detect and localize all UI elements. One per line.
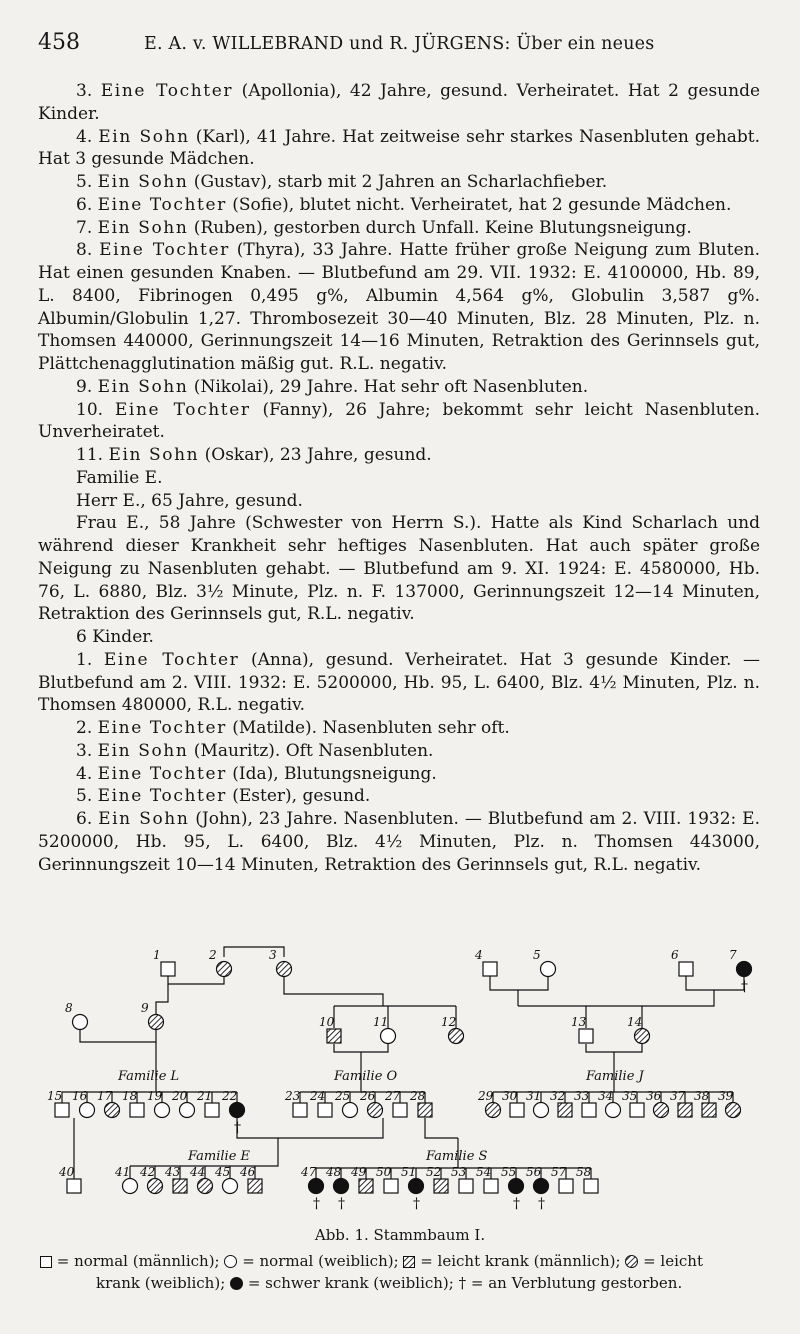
normal-female-symbol bbox=[224, 1255, 237, 1268]
pedigree-line bbox=[255, 1152, 278, 1166]
female-symbol bbox=[230, 1103, 245, 1118]
paragraph bbox=[38, 785, 760, 808]
female-symbol bbox=[217, 962, 232, 977]
male-symbol bbox=[679, 962, 693, 976]
male-symbol bbox=[67, 1179, 81, 1193]
female-symbol bbox=[105, 1103, 120, 1118]
pedigree-line bbox=[425, 1118, 458, 1138]
individual-number: 40 bbox=[59, 1165, 75, 1179]
individual-number: 55 bbox=[501, 1165, 517, 1179]
female-symbol bbox=[180, 1103, 195, 1118]
legend-normal-female: = normal (weiblich); bbox=[242, 1252, 399, 1270]
paragraph bbox=[38, 649, 760, 717]
paragraph-spaced: Eine Tochter bbox=[97, 194, 227, 215]
dagger-symbol: † bbox=[338, 1196, 345, 1212]
male-symbol bbox=[630, 1103, 644, 1117]
family-label: Familie L bbox=[118, 1069, 180, 1084]
female-symbol bbox=[509, 1179, 524, 1194]
paragraph-rest: Frau E., 58 Jahre (Schwester von Herrn S.). Hatte als Kind Scharlach und während dieser Krankheit sehr heftiges Nasenbluten. Hat auch später große Neigung zu Nasenbluten gehabt. — Blutbefund am 9. XI. 1924: E. 4580000, Hb. 76, L. 6880, Blz. 3½ Minute, Plz. n. F. 137000, Gerinnungszeit 12—14 Minuten, Retraktion des Gerinnsels gut, R.L. negativ. bbox=[38, 513, 760, 625]
individual-number: 36 bbox=[646, 1089, 662, 1103]
male-symbol bbox=[558, 1103, 572, 1117]
male-symbol bbox=[248, 1179, 262, 1193]
individual-number: 29 bbox=[478, 1089, 494, 1103]
female-symbol bbox=[726, 1103, 741, 1118]
female-symbol bbox=[223, 1179, 238, 1194]
pedigree-line bbox=[284, 976, 383, 1006]
female-symbol bbox=[534, 1179, 549, 1194]
paragraph-lead: 3. bbox=[76, 81, 101, 101]
individual-number: 33 bbox=[574, 1089, 590, 1103]
paragraph-spaced: Ein Sohn bbox=[98, 126, 190, 147]
individual-number: 28 bbox=[410, 1089, 426, 1103]
individual-number: 22 bbox=[222, 1089, 238, 1103]
female-symbol bbox=[541, 962, 556, 977]
individual-number: 30 bbox=[502, 1089, 518, 1103]
paragraph bbox=[38, 376, 760, 399]
male-symbol bbox=[510, 1103, 524, 1117]
pedigree-line bbox=[168, 976, 224, 984]
dagger-symbol: † bbox=[234, 1120, 241, 1136]
family-label: Familie J bbox=[586, 1069, 644, 1084]
paragraph-spaced: Eine Tochter bbox=[97, 786, 227, 807]
figure-caption: Abb. 1. Stammbaum I. bbox=[314, 1226, 486, 1244]
paragraph-lead: 10. bbox=[76, 399, 115, 420]
pedigree-line bbox=[586, 1044, 642, 1052]
family-label: Familie E bbox=[188, 1149, 251, 1164]
individual-number: 49 bbox=[351, 1165, 367, 1179]
paragraph-spaced: Eine Tochter bbox=[103, 649, 240, 670]
individual-number: 8 bbox=[65, 1001, 73, 1015]
figure-legend bbox=[40, 1250, 768, 1294]
male-symbol bbox=[483, 962, 497, 976]
individual-number: 50 bbox=[376, 1165, 392, 1179]
individual-number: 54 bbox=[476, 1165, 492, 1179]
individual-number: 39 bbox=[718, 1089, 734, 1103]
paragraph-spaced: Ein Sohn bbox=[97, 172, 189, 192]
individual-number: 5 bbox=[533, 948, 541, 962]
individual-number: 58 bbox=[576, 1165, 592, 1179]
individual-number: 17 bbox=[97, 1089, 113, 1103]
paragraph bbox=[38, 217, 760, 240]
dagger-symbol: † bbox=[313, 1196, 320, 1212]
paragraph-spaced: Ein Sohn bbox=[97, 376, 189, 397]
paragraph-rest: (Sofie), blutet nicht. Verheiratet, hat 2 gesunde Mädchen. bbox=[226, 194, 732, 215]
paragraph bbox=[38, 808, 760, 876]
male-symbol bbox=[459, 1179, 473, 1193]
paragraph-rest: (Karl), 41 Jahre. Hat zeitweise sehr starkes Nasenbluten gehabt. Hat 3 gesunde Mädchen. bbox=[38, 126, 761, 170]
paragraph-lead: 9. bbox=[76, 376, 98, 397]
paragraph bbox=[38, 171, 760, 194]
paragraph-spaced: Eine Tochter bbox=[114, 399, 251, 420]
running-header bbox=[38, 30, 758, 60]
pedigree-line bbox=[334, 1044, 388, 1052]
paragraph bbox=[38, 626, 760, 649]
page-number: 458 bbox=[38, 30, 80, 55]
male-symbol bbox=[434, 1179, 448, 1193]
paragraph-lead: 3. bbox=[76, 740, 98, 761]
individual-number: 10 bbox=[319, 1015, 335, 1029]
legend-severe-female: = schwer krank (weiblich); bbox=[247, 1274, 454, 1292]
male-symbol bbox=[205, 1103, 219, 1117]
female-symbol bbox=[534, 1103, 549, 1118]
individual-number: 2 bbox=[209, 948, 217, 962]
individual-number: 37 bbox=[670, 1089, 686, 1103]
paragraph-lead: 6. bbox=[76, 809, 99, 829]
male-symbol bbox=[393, 1103, 407, 1117]
individual-number: 46 bbox=[240, 1165, 256, 1179]
individual-number: 11 bbox=[373, 1015, 389, 1029]
individual-number: 42 bbox=[140, 1165, 156, 1179]
paragraph-spaced: Ein Sohn bbox=[97, 740, 189, 761]
paragraph-rest: (Oskar), 23 Jahre, gesund. bbox=[199, 445, 432, 465]
family-label: Familie S bbox=[426, 1149, 488, 1164]
paragraph-rest: Familie E. bbox=[76, 467, 163, 488]
paragraph bbox=[38, 512, 760, 626]
individual-number: 27 bbox=[385, 1089, 401, 1103]
individual-number: 44 bbox=[190, 1165, 206, 1179]
female-symbol bbox=[198, 1179, 213, 1194]
female-symbol bbox=[368, 1103, 383, 1118]
individual-number: 47 bbox=[301, 1165, 317, 1179]
paragraph-lead: 5. bbox=[76, 786, 98, 807]
severe-female-symbol bbox=[230, 1277, 243, 1290]
female-symbol bbox=[334, 1179, 349, 1194]
male-symbol bbox=[293, 1103, 307, 1117]
legend-mild-male: = leicht krank (männlich); bbox=[420, 1252, 621, 1270]
male-symbol bbox=[702, 1103, 716, 1117]
normal-male-symbol bbox=[40, 1256, 52, 1268]
individual-number: 19 bbox=[147, 1089, 163, 1103]
paragraph-rest: (Anna), gesund. Verheiratet. Hat 3 gesunde Kinder. — Blutbefund am 2. VIII. 1932: E. 5200000, Hb. 95, L. 6400, Blz. 4½ Minuten, Plz. n. Thomsen 480000, R.L. negativ. bbox=[38, 649, 761, 716]
paragraph-rest: (John), 23 Jahre. Nasenbluten. — Blutbefund am 2. VIII. 1932: E. 5200000, Hb. 95, L. 6400, Blz. 4½ Minuten, Plz. n. Thomsen 443000, Gerinnungszeit 10—14 Minuten, Retraktion des Gerinnsels gut, R.L. negativ. bbox=[38, 809, 760, 875]
individual-number: 21 bbox=[197, 1089, 213, 1103]
legend-mild-female-1: = leicht bbox=[643, 1252, 703, 1270]
female-symbol bbox=[309, 1179, 324, 1194]
paragraph-lead: 11. bbox=[76, 445, 109, 465]
individual-number: 12 bbox=[441, 1015, 457, 1029]
dagger-symbol: † bbox=[538, 1196, 545, 1212]
paragraph-lead: 2. bbox=[76, 718, 98, 738]
individual-number: 6 bbox=[671, 948, 679, 962]
male-symbol bbox=[579, 1029, 593, 1043]
paragraph bbox=[38, 763, 760, 786]
female-symbol bbox=[409, 1179, 424, 1194]
legend-died: = an Verblutung gestorben. bbox=[470, 1274, 683, 1292]
paragraph bbox=[38, 740, 760, 763]
pedigree-line bbox=[80, 1030, 156, 1042]
individual-number: 13 bbox=[571, 1015, 587, 1029]
paragraph-lead: 1. bbox=[76, 649, 104, 670]
paragraph bbox=[38, 80, 760, 126]
male-symbol bbox=[55, 1103, 69, 1117]
paragraph-lead: 5. bbox=[76, 172, 98, 192]
male-symbol bbox=[318, 1103, 332, 1117]
male-symbol bbox=[161, 962, 175, 976]
paragraph-spaced: Eine Tochter bbox=[100, 81, 234, 101]
female-symbol bbox=[635, 1029, 650, 1044]
individual-number: 31 bbox=[526, 1089, 542, 1103]
running-title: E. A. v. WILLEBRAND und R. JÜRGENS: Über ein neues bbox=[144, 34, 655, 54]
legend-line-2 bbox=[40, 1272, 768, 1294]
paragraph-rest: (Ruben), gestorben durch Unfall. Keine Blutungsneigung. bbox=[188, 217, 692, 238]
individual-number: 57 bbox=[551, 1165, 567, 1179]
male-symbol bbox=[418, 1103, 432, 1117]
paragraph bbox=[38, 126, 760, 172]
paragraph-lead: 4. bbox=[76, 126, 99, 147]
paragraph bbox=[38, 444, 760, 467]
individual-number: 3 bbox=[269, 948, 277, 962]
paragraph-lead: 4. bbox=[76, 763, 98, 784]
individual-number: 56 bbox=[526, 1165, 542, 1179]
legend-mild-female-2: krank (weiblich); bbox=[96, 1274, 226, 1292]
individual-number: 32 bbox=[550, 1089, 566, 1103]
paragraph-rest: 6 Kinder. bbox=[76, 627, 154, 647]
female-symbol bbox=[123, 1179, 138, 1194]
individual-number: 4 bbox=[475, 948, 483, 962]
female-symbol bbox=[277, 962, 292, 977]
female-symbol bbox=[148, 1179, 163, 1194]
female-symbol bbox=[654, 1103, 669, 1118]
individual-number: 35 bbox=[622, 1089, 638, 1103]
male-symbol bbox=[678, 1103, 692, 1117]
individual-number: 9 bbox=[141, 1001, 149, 1015]
paragraph-rest: (Matilde). Nasenbluten sehr oft. bbox=[226, 718, 510, 738]
female-symbol bbox=[606, 1103, 621, 1118]
individual-number: 1 bbox=[153, 948, 161, 962]
paragraph bbox=[38, 194, 760, 217]
female-symbol bbox=[149, 1015, 164, 1030]
female-symbol bbox=[155, 1103, 170, 1118]
body-text bbox=[38, 80, 760, 876]
male-symbol bbox=[359, 1179, 373, 1193]
dagger-symbol: † bbox=[458, 1274, 467, 1292]
female-symbol bbox=[80, 1103, 95, 1118]
individual-number: 18 bbox=[122, 1089, 138, 1103]
individual-number: 51 bbox=[401, 1165, 417, 1179]
paragraph-rest: (Nikolai), 29 Jahre. Hat sehr oft Nasenbluten. bbox=[188, 376, 589, 397]
individual-number: 45 bbox=[215, 1165, 231, 1179]
paragraph bbox=[38, 467, 760, 490]
male-symbol bbox=[130, 1103, 144, 1117]
individual-number: 25 bbox=[335, 1089, 351, 1103]
paragraph bbox=[38, 490, 760, 513]
paragraph-lead: 8. bbox=[76, 240, 100, 261]
male-symbol bbox=[173, 1179, 187, 1193]
pedigree-line bbox=[237, 1118, 383, 1138]
female-symbol bbox=[737, 962, 752, 977]
paragraph-rest: (Ida), Blutungsneigung. bbox=[226, 763, 437, 784]
mild-male-symbol bbox=[403, 1256, 415, 1268]
male-symbol bbox=[484, 1179, 498, 1193]
pedigree-line bbox=[686, 976, 744, 990]
individual-number: 7 bbox=[729, 948, 737, 962]
mild-female-symbol bbox=[625, 1255, 638, 1268]
pedigree-line bbox=[156, 984, 168, 1014]
dagger-symbol: † bbox=[741, 979, 748, 995]
paragraph bbox=[38, 717, 760, 740]
individual-number: 24 bbox=[310, 1089, 326, 1103]
paragraph-rest: (Apollonia), 42 Jahre, gesund. Verheiratet. Hat 2 gesunde Kinder. bbox=[38, 81, 761, 124]
male-symbol bbox=[384, 1179, 398, 1193]
individual-number: 43 bbox=[165, 1165, 181, 1179]
individual-number: 41 bbox=[115, 1165, 131, 1179]
individual-number: 15 bbox=[47, 1089, 63, 1103]
individual-number: 14 bbox=[627, 1015, 643, 1029]
paragraph-rest: (Thyra), 33 Jahre. Hatte früher große Neigung zum Bluten. Hat einen gesunden Knaben. — Blutbefund am 29. VII. 1932: E. 4100000, Hb. 89, L. 8400, Fibrinogen 0,495 g%, Albumin 4,564 g%, Globulin 3,587 g%. Albumin/Globulin 1,27. Thrombosezeit 30—40 Minuten, Blz. 28 Minuten, Plz. n. Thomsen 440000, Gerinnungszeit 14—16 Minuten, Retraktion des Gerinnsels gut, Plättchenagglutination mäßig gut. R.L. negativ. bbox=[38, 240, 761, 374]
paragraph bbox=[38, 239, 760, 376]
female-symbol bbox=[343, 1103, 358, 1118]
paragraph-lead: 7. bbox=[76, 217, 98, 238]
paragraph-rest: (Ester), gesund. bbox=[226, 786, 371, 807]
male-symbol bbox=[582, 1103, 596, 1117]
individual-number: 34 bbox=[598, 1089, 614, 1103]
paragraph-spaced: Ein Sohn bbox=[97, 217, 189, 238]
female-symbol bbox=[449, 1029, 464, 1044]
legend-line-1 bbox=[40, 1250, 768, 1272]
paragraph bbox=[38, 399, 760, 445]
paragraph-spaced: Eine Tochter bbox=[97, 718, 227, 738]
pedigree-line bbox=[642, 1002, 714, 1006]
pedigree-figure bbox=[38, 942, 768, 1212]
dagger-symbol: † bbox=[413, 1196, 420, 1212]
individual-number: 16 bbox=[72, 1089, 88, 1103]
dagger-symbol: † bbox=[513, 1196, 520, 1212]
paragraph-rest: Herr E., 65 Jahre, gesund. bbox=[76, 490, 303, 511]
paragraph-rest: (Gustav), starb mit 2 Jahren an Scharlachfieber. bbox=[188, 172, 608, 192]
paragraph-spaced: Eine Tochter bbox=[99, 240, 230, 261]
female-symbol bbox=[381, 1029, 396, 1044]
male-symbol bbox=[584, 1179, 598, 1193]
female-symbol bbox=[73, 1015, 88, 1030]
male-symbol bbox=[327, 1029, 341, 1043]
paragraph-spaced: Ein Sohn bbox=[108, 445, 200, 465]
paragraph-lead: 6. bbox=[76, 194, 98, 215]
pedigree-line bbox=[490, 976, 548, 990]
paragraph-rest: (Mauritz). Oft Nasenbluten. bbox=[188, 740, 434, 761]
paragraph-rest: (Fanny), 26 Jahre; bekommt sehr leicht Nasenbluten. Unverheiratet. bbox=[38, 399, 760, 443]
individual-number: 23 bbox=[285, 1089, 301, 1103]
individual-number: 48 bbox=[326, 1165, 342, 1179]
legend-normal-male: = normal (männlich); bbox=[56, 1252, 220, 1270]
paragraph-spaced: Eine Tochter bbox=[97, 763, 227, 784]
individual-number: 26 bbox=[360, 1089, 376, 1103]
individual-number: 53 bbox=[451, 1165, 467, 1179]
individual-number: 52 bbox=[426, 1165, 442, 1179]
individual-number: 20 bbox=[172, 1089, 188, 1103]
individual-number: 38 bbox=[694, 1089, 710, 1103]
paragraph-spaced: Ein Sohn bbox=[98, 809, 190, 829]
male-symbol bbox=[559, 1179, 573, 1193]
family-label: Familie O bbox=[334, 1069, 398, 1084]
female-symbol bbox=[486, 1103, 501, 1118]
